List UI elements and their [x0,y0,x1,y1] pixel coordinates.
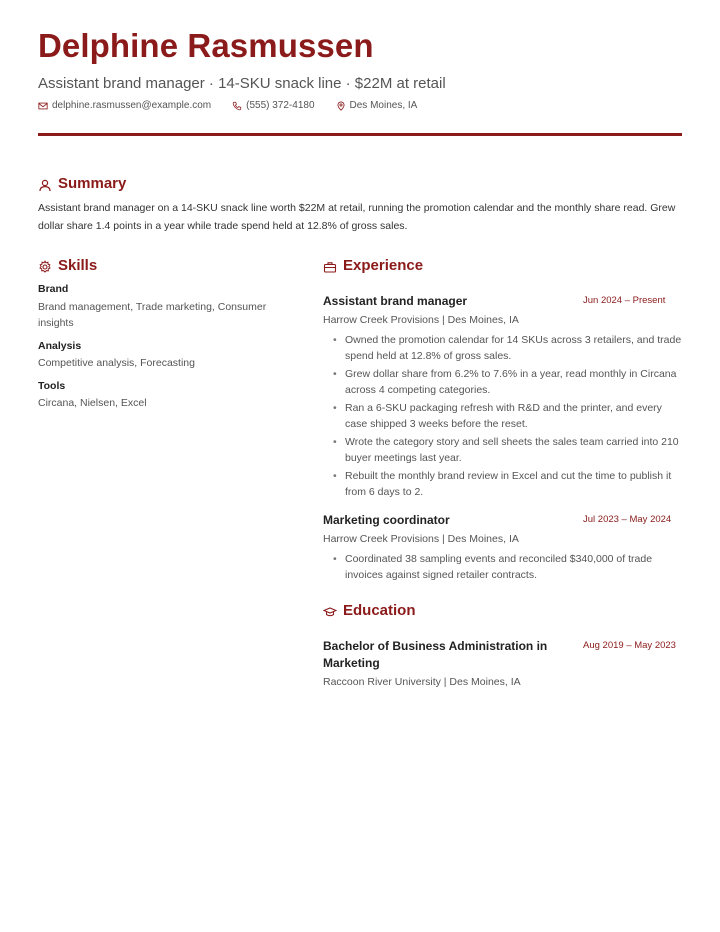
contact-bar [38,100,417,111]
skill-category: Analysis [38,340,82,352]
contact-phone[interactable] [232,100,314,111]
job-dates: Jun 2024 – Present [583,295,666,306]
header-divider [38,133,682,136]
graduation-cap-icon [323,605,337,619]
job-organization: Harrow Creek Provisions | Des Moines, IA [323,314,519,326]
summary-title: Summary [58,175,127,192]
experience-title: Experience [343,257,424,274]
skill-items: Circana, Nielsen, Excel [38,397,147,409]
email-text: delphine.rasmussen@example.com [52,100,212,111]
bullet-item: • Rebuilt the monthly brand review in Excel and cut the time to publish it from 6 days to 2. [333,469,685,500]
bullet-item: • Ran a 6-SKU packaging refresh with R&D and the printer, and every case shipped 3 weeks before the reset. [333,401,685,432]
skill-category: Tools [38,380,66,392]
location-text: Des Moines, IA [349,100,418,111]
education-dates: Aug 2019 – May 2023 [583,640,676,651]
briefcase-icon [323,260,337,274]
education-title: Education [343,602,416,619]
skills-heading [38,257,97,274]
candidate-name: Delphine Rasmussen [38,27,374,64]
experience-heading [323,257,423,274]
skills-title: Skills [58,257,98,274]
person-icon [38,178,52,192]
contact-location [336,100,418,111]
contact-email[interactable] [38,100,211,111]
job-bullets [333,333,685,503]
bullet-item: • Wrote the category story and sell sheets the sales team carried into 210 buyer meetings last year. [333,435,685,466]
education-heading [323,602,416,619]
headline: Assistant brand manager · 14-SKU snack line · $22M at retail [38,75,446,92]
bullet-item: • Coordinated 38 sampling events and reconciled $340,000 of trade invoices against signed retailer contracts. [333,552,685,583]
summary-text: Assistant brand manager on a 14-SKU snack line worth $22M at retail, running the promotion calendar and the monthly share read. Grew dollar share 1.4 points in a year while trade spend held at 12.8% of gross sales. [38,202,676,232]
job-organization: Harrow Creek Provisions | Des Moines, IA [323,533,519,545]
summary-heading [38,175,126,192]
skill-items: Competitive analysis, Forecasting [38,357,195,369]
gear-icon [38,260,52,274]
phone-icon [232,101,242,111]
skill-items: Brand management, Trade marketing, Consumer insights [38,301,267,329]
school-name: Raccoon River University | Des Moines, IA [323,676,521,688]
map-pin-icon [336,101,346,111]
phone-text: (555) 372-4180 [246,100,315,111]
skill-category: Brand [38,283,69,295]
bullet-item: • Grew dollar share from 6.2% to 7.6% in a year, read monthly in Circana across 4 competing categories. [333,367,685,398]
job-title: Assistant brand manager [323,294,468,308]
envelope-icon [38,101,48,111]
job-dates: Jul 2023 – May 2024 [583,514,672,525]
job-title: Marketing coordinator [323,513,450,527]
bullet-item: • Owned the promotion calendar for 14 SKUs across 3 retailers, and trade spend held at 12.8% of gross sales. [333,333,685,364]
job-bullets [333,552,685,586]
degree-title: Bachelor of Business Administration in Marketing [323,639,548,670]
